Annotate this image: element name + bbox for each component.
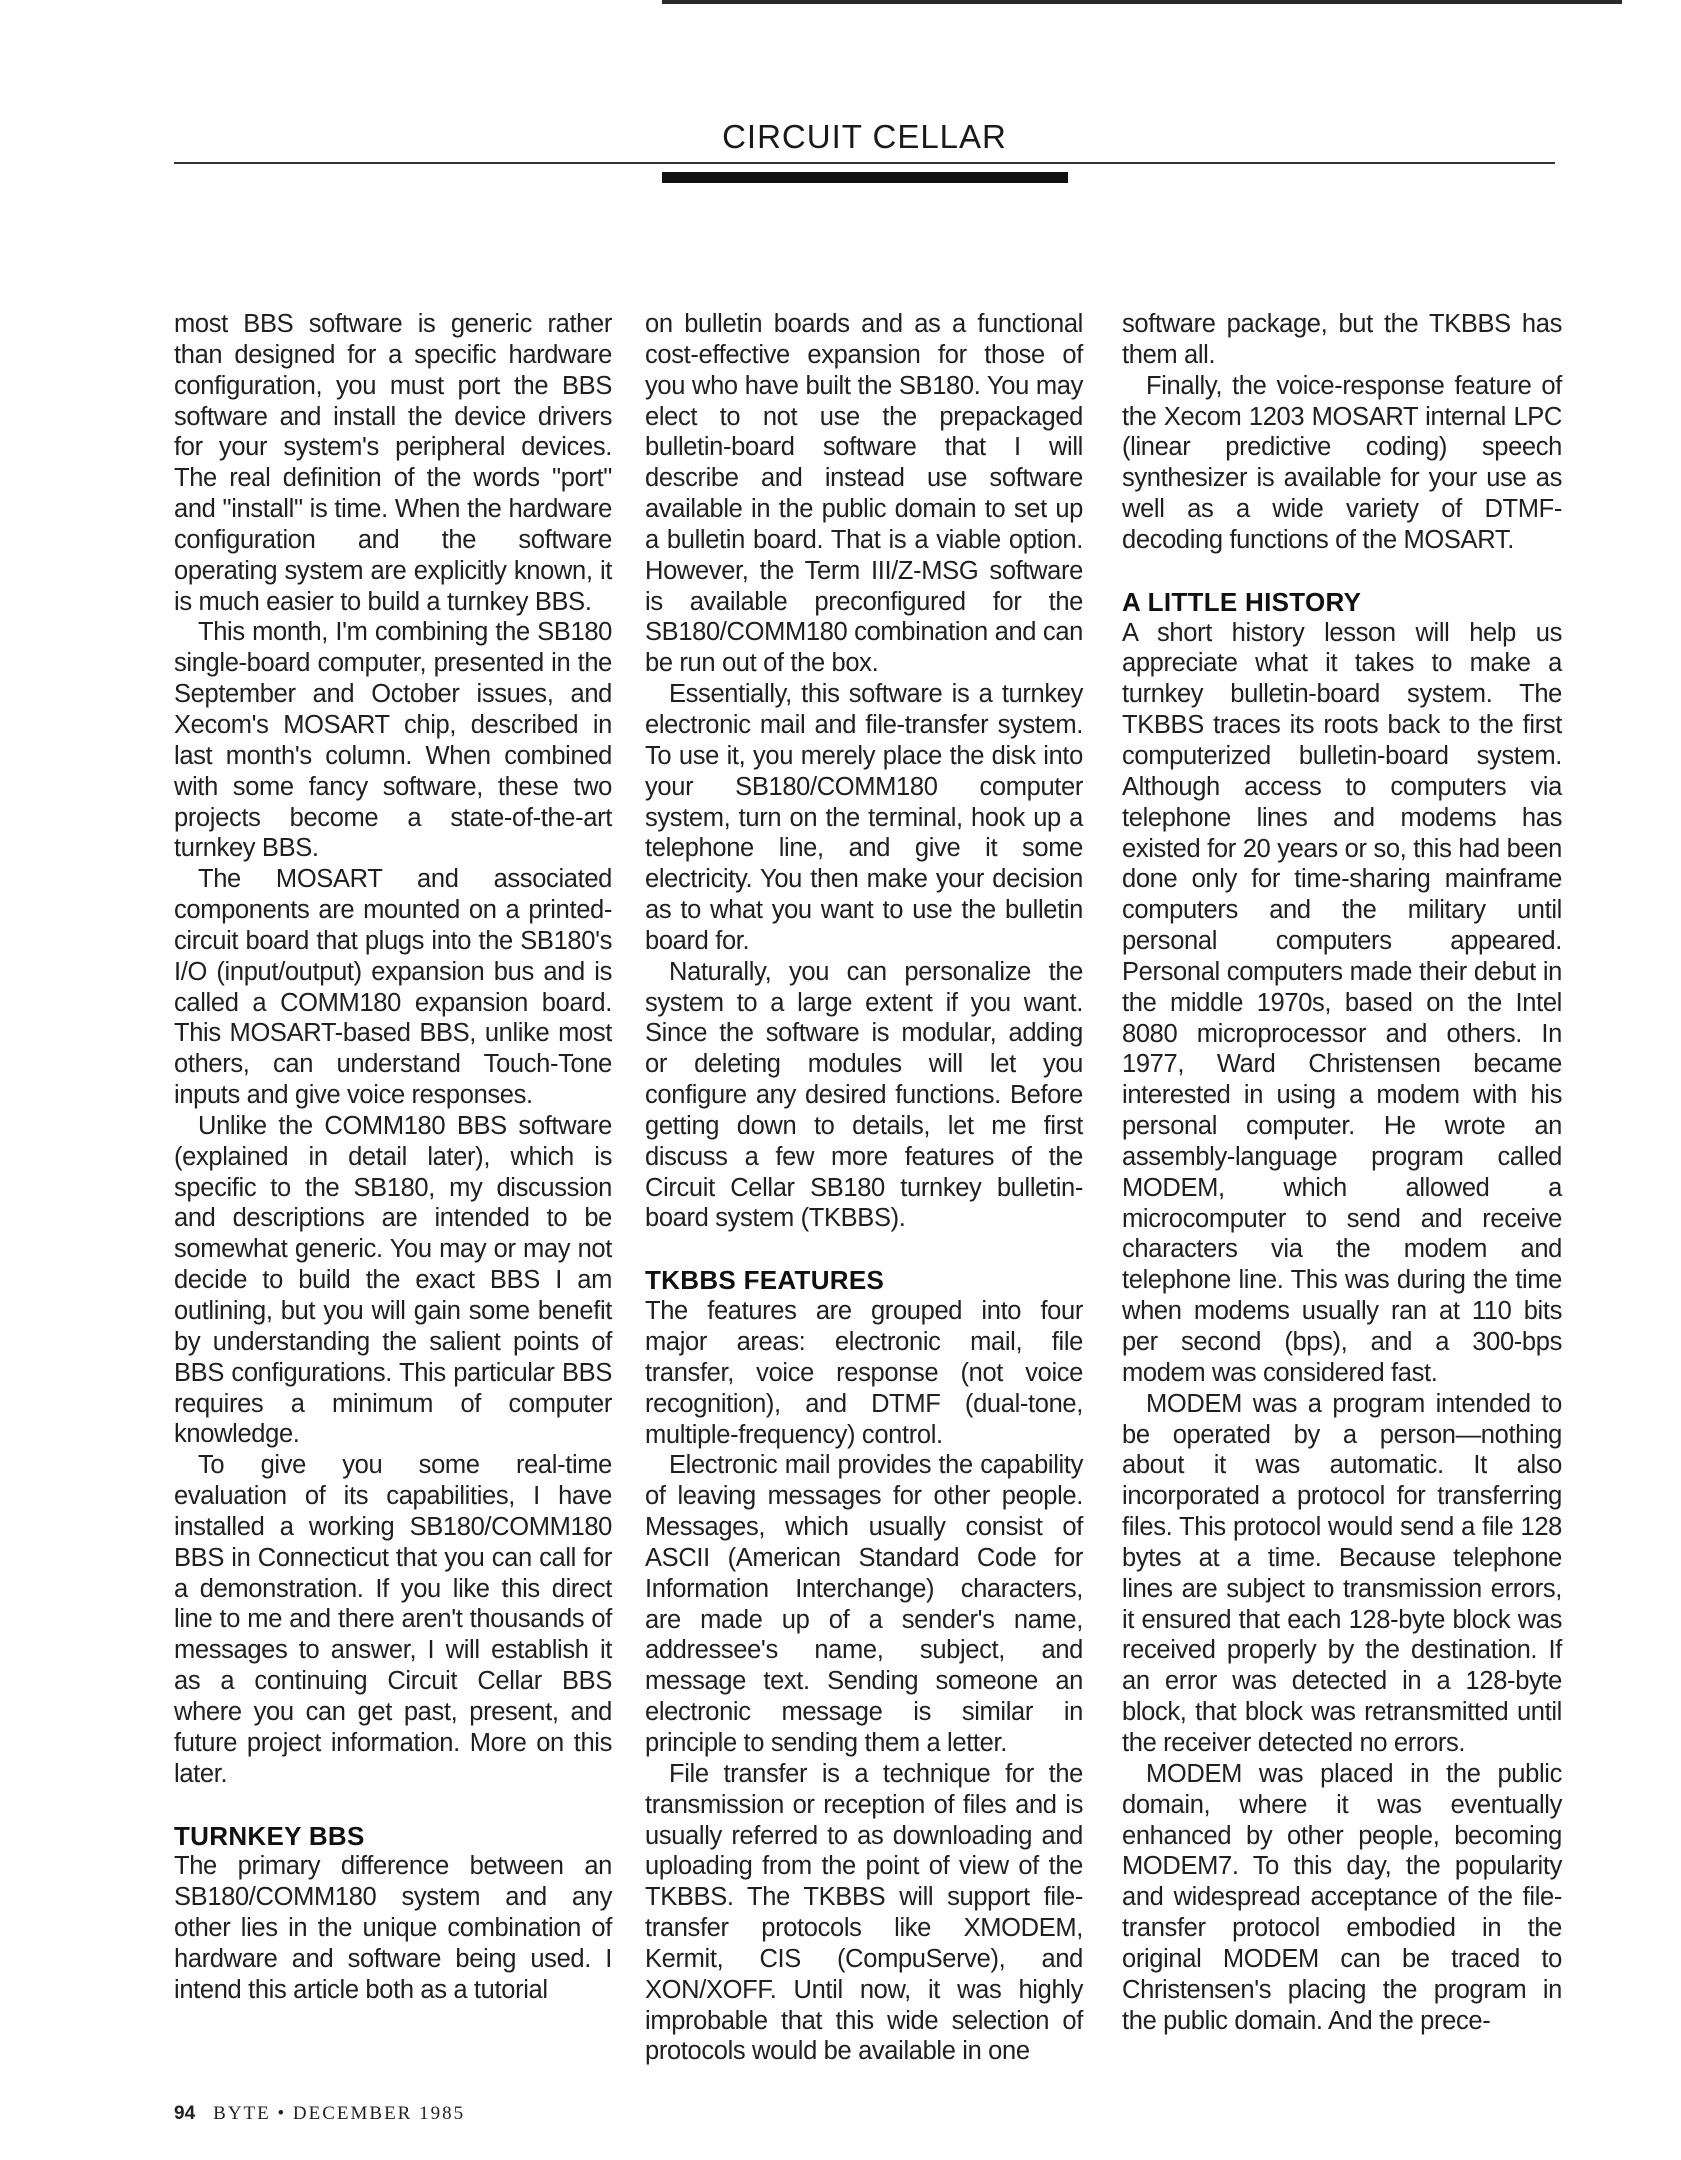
paragraph: A short history lesson will help us appreciate what it takes to make a turnkey bulletin-board system. The TKBBS traces its roots back to the first computerized bulletin-board system. Although access to computers via telephone lines and modems has existed for 20 years or so, this had been done only for time-sharing mainframe computers and the military until personal computers appeared. Personal computers made their debut in the middle 1970s, based on the Intel 8080 microprocessor and others. In 1977, Ward Christensen became interested in using a modem with his personal computer. He wrote an assembly-language program called MODEM, which allowed a microcomputer to send and receive characters via the modem and telephone line. This was during the time when modems usually ran at 110 bits per second (bps), and a 300-bps modem was considered fast. (1122, 618, 1562, 1387)
paragraph: Essentially, this software is a turnkey electronic mail and file-transfer system. To use it, you merely place the disk into your SB180/COMM180 computer system, turn on the terminal, hook up a telephone line, and give it some electricity. You then make your decision as to what you want to use the bulletin board for. (645, 680, 1083, 955)
paragraph: Naturally, you can personalize the system to a large extent if you want. Since the software is modular, adding or deleting modules will let you configure any desired functions. Before getting down to details, let me first discuss a few more features of the Circuit Cellar SB180 turnkey bulletin-board system (TKBBS). (645, 957, 1083, 1233)
paragraph: The primary difference between an SB180/COMM180 system and any other lies in the unique combination of hardware and software being used. I intend this article both as a tutorial (174, 1852, 612, 2004)
paragraph: Unlike the COMM180 BBS software (explained in detail later), which is specific to the SB180, my discussion and descriptions are intended to be somewhat generic. You may or may not decide to build the exact BBS I am outlining, but you will gain some benefit by understanding the salient points of BBS configurations. This particular BBS requires a minimum of computer knowledge. (174, 1111, 612, 1449)
section-heading: A LITTLE HISTORY (1122, 586, 1362, 617)
header-bar (662, 172, 1068, 183)
paragraph: most BBS software is generic rather than designed for a specific hardware configuration, you must port the BBS software and install the device drivers for your system's peripheral devices. The real definition of the words "port" and "install" is time. When the hardware configuration and the software operating system are explicitly known, it is much easier to build a turnkey BBS. (174, 310, 612, 616)
page-footer (174, 2103, 465, 2125)
paragraph: MODEM was a program intended to be operated by a person—nothing about it was automatic. It also incorporated a protocol for transferring files. This protocol would send a file 128 bytes at a time. Because telephone lines are subject to transmission errors, it ensured that each 128-byte block was received properly by the destination. If an error was detected in a 128-byte block, that block was retransmitted until the receiver detected no errors. (1122, 1389, 1562, 1757)
paragraph: Electronic mail provides the capability of leaving messages for other people. Messages, which usually consist of ASCII (American Standard Code for Information Interchange) characters, are made up of a sender's name, addressee's name, subject, and message text. Sending someone an electronic message is similar in principle to sending them a letter. (645, 1451, 1083, 1757)
paragraph: Finally, the voice-response feature of the Xecom 1203 MOSART internal LPC (linear predictive coding) speech synthesizer is available for your use as well as a wide variety of DTMF-decoding functions of the MOSART. (1122, 371, 1562, 554)
page-number: 94 (174, 2103, 196, 2124)
column-2 (645, 309, 1083, 2067)
section-title: CIRCUIT CELLAR (722, 118, 1007, 155)
paragraph: File transfer is a technique for the transmission or reception of files and is usually referred to as downloading and uploading from the point of view of the TKBBS. The TKBBS will support file-transfer protocols like XMODEM, Kermit, CIS (CompuServe), and XON/XOFF. Until now, it was highly improbable that this wide selection of protocols would be available in one (645, 1759, 1083, 2066)
paragraph: The MOSART and associated components are mounted on a printed-circuit board that plugs into the SB180's I/O (input/output) expansion bus and is called a COMM180 expansion board. This MOSART-based BBS, unlike most others, can understand Touch-Tone inputs and give voice responses. (174, 865, 612, 1110)
top-rule (662, 0, 1622, 4)
column-1 (174, 309, 612, 2006)
publication-line: BYTE • DECEMBER 1985 (213, 2103, 466, 2124)
paragraph: This month, I'm combining the SB180 single-board computer, presented in the September and October issues, and Xecom's MOSART chip, described in last month's column. When combined with some fancy software, these two projects become a state-of-the-art turnkey BBS. (174, 618, 612, 863)
paragraph: on bulletin boards and as a functional cost-effective expansion for those of you who have built the SB180. You may elect to not use the prepackaged bulletin-board software that I will describe and instead use software available in the public domain to set up a bulletin board. That is a viable option. However, the Term III/Z-MSG software is available preconfigured for the SB180/COMM180 combination and can be run out of the box. (645, 310, 1083, 678)
paragraph: MODEM was placed in the public domain, where it was eventually enhanced by other people, becoming MODEM7. To this day, the popularity and widespread acceptance of the file-transfer protocol embodied in the original MODEM can be traced to Christensen's placing the program in the public domain. And the prece- (1122, 1759, 1562, 2035)
section-heading: TURNKEY BBS (174, 1820, 365, 1851)
paragraph: To give you some real-time evaluation of its capabilities, I have installed a working SB180/COMM180 BBS in Connecticut that you can call for a demonstration. If you like this direct line to me and there aren't thousands of messages to answer, I will establish it as a continuing Circuit Cellar BBS where you can get past, present, and future project information. More on this later. (174, 1451, 612, 1788)
paragraph: software package, but the TKBBS has them all. (1122, 310, 1562, 369)
header-rule (174, 162, 1555, 164)
paragraph: The features are grouped into four major areas: electronic mail, file transfer, voice response (not voice recognition), and DTMF (dual-tone, multiple-frequency) control. (645, 1297, 1083, 1449)
section-heading: TKBBS FEATURES (645, 1265, 885, 1296)
column-3 (1122, 309, 1562, 2036)
